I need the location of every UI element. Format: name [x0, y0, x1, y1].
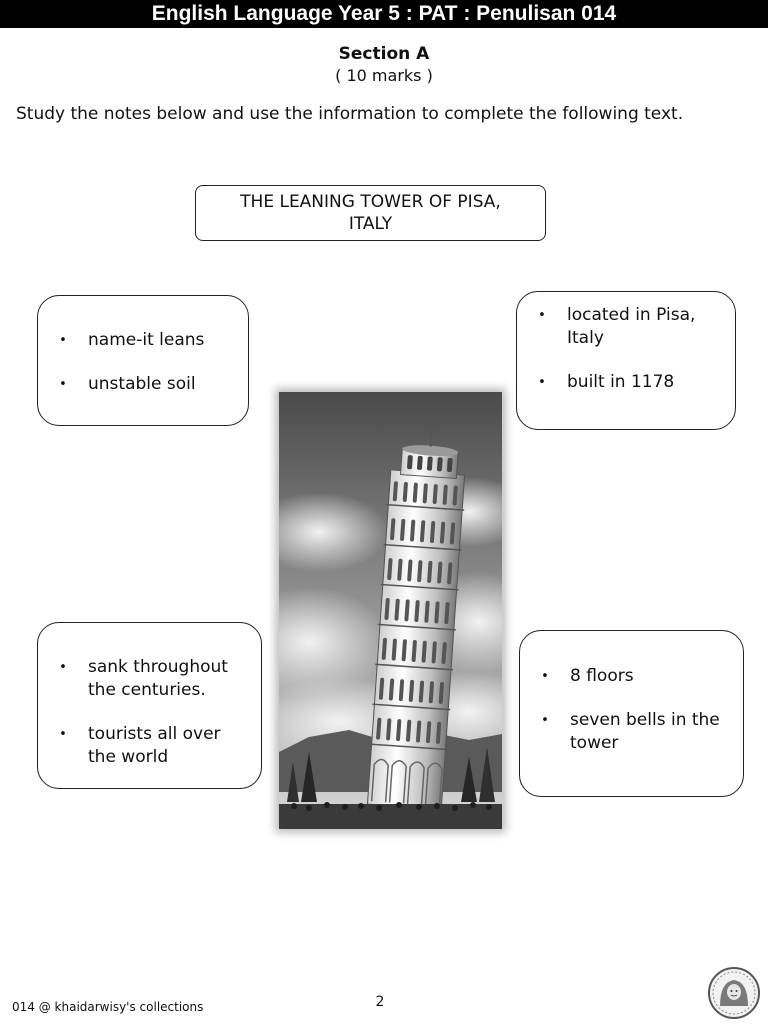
- bullet-icon: •: [59, 333, 67, 348]
- bullet-icon: •: [59, 727, 67, 742]
- teacher-logo-icon: [706, 966, 762, 1020]
- note-item: [58, 723, 247, 769]
- note-item: [58, 373, 234, 396]
- note-text: built in 1178: [567, 372, 675, 392]
- note-box-top-left: [37, 295, 249, 426]
- bullet-icon: •: [541, 669, 549, 684]
- note-text: seven bells in the tower: [570, 710, 720, 753]
- header-title: English Language Year 5 : PAT : Penulisan 014: [151, 2, 617, 25]
- topic-title: THE LEANING TOWER OF PISA, ITALY: [240, 192, 501, 234]
- bullet-icon: •: [59, 377, 67, 392]
- bullet-icon: •: [538, 375, 546, 390]
- note-text: tourists all over the world: [88, 724, 221, 767]
- note-item: [540, 665, 729, 688]
- footer-credit: 014 @ khaidarwisy's collections: [12, 1000, 204, 1014]
- bullet-icon: •: [59, 660, 67, 675]
- note-box-bottom-left: [37, 622, 262, 789]
- note-text: sank throughout the centuries.: [88, 657, 228, 700]
- note-text: unstable soil: [88, 374, 196, 394]
- section-marks: ( 10 marks ): [335, 66, 433, 85]
- note-item: [537, 371, 721, 394]
- note-item: [58, 656, 247, 702]
- note-item: [58, 329, 234, 352]
- topic-title-box: [195, 185, 546, 241]
- note-list: [58, 656, 247, 769]
- page-number: 2: [375, 994, 385, 1010]
- note-list: [540, 665, 729, 755]
- note-text: name-it leans: [88, 330, 205, 350]
- bullet-icon: •: [541, 713, 549, 728]
- section-title: Section A: [338, 44, 430, 64]
- note-list: [58, 329, 234, 396]
- instruction-text: Study the notes below and use the information to complete the following text.: [16, 104, 684, 124]
- note-text: located in Pisa, Italy: [567, 305, 696, 348]
- note-box-bottom-right: [519, 630, 744, 797]
- note-list: [537, 304, 721, 394]
- tower-photo: [279, 392, 502, 829]
- note-item: [537, 304, 721, 350]
- note-box-top-right: [516, 291, 736, 430]
- note-text: 8 floors: [570, 666, 634, 686]
- bullet-icon: •: [538, 308, 546, 323]
- note-item: [540, 709, 729, 755]
- page-header: [0, 0, 768, 28]
